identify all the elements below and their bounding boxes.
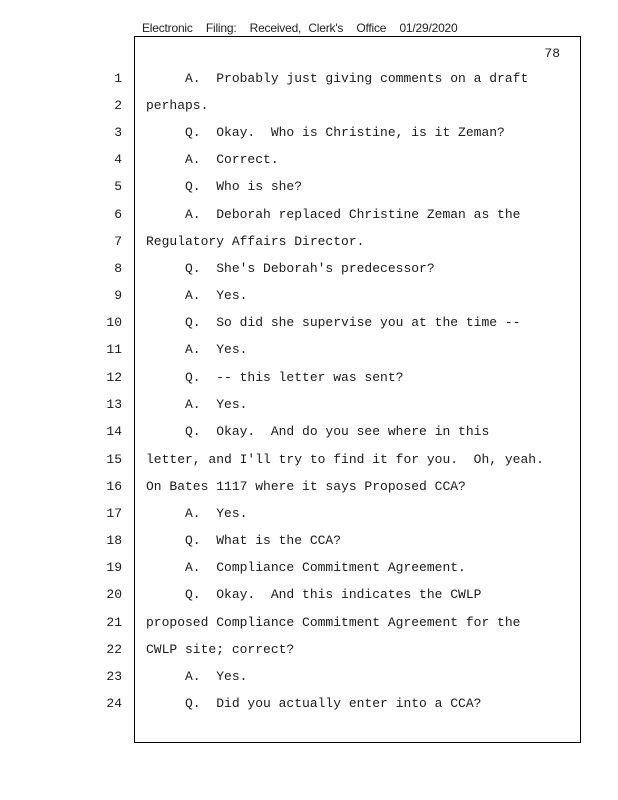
page-number: 78 [544, 46, 560, 61]
line-number: 14 [106, 424, 122, 439]
line-number: 20 [106, 587, 122, 602]
line-number: 16 [106, 479, 122, 494]
line-number: 19 [106, 560, 122, 575]
transcript-line [0, 205, 618, 225]
line-text: Q. What is the CCA? [146, 533, 342, 548]
transcript-line [0, 613, 618, 633]
line-number: 10 [106, 315, 122, 330]
line-text: proposed Compliance Commitment Agreement for the [146, 615, 521, 630]
line-number: 3 [114, 125, 122, 140]
filing-electronic: Electronic [142, 21, 193, 35]
line-text: Q. She's Deborah's predecessor? [146, 261, 435, 276]
transcript-line [0, 477, 618, 497]
line-number: 1 [114, 71, 122, 86]
line-text: Q. Okay. Who is Christine, is it Zeman? [146, 125, 505, 140]
transcript-line [0, 313, 618, 333]
line-number: 23 [106, 669, 122, 684]
line-text: Regulatory Affairs Director. [146, 234, 365, 249]
line-number: 5 [114, 179, 122, 194]
filing-office: Office [356, 21, 387, 35]
transcript-line [0, 585, 618, 605]
line-number: 24 [106, 696, 122, 711]
line-text: A. Yes. [146, 669, 248, 684]
line-number: 8 [114, 261, 122, 276]
line-text: A. Compliance Commitment Agreement. [146, 560, 466, 575]
transcript-line [0, 259, 618, 279]
line-text: Q. Okay. And this indicates the CWLP [146, 587, 482, 602]
line-text: A. Correct. [146, 152, 279, 167]
line-text: A. Probably just giving comments on a draft [146, 71, 529, 86]
line-text: Q. Who is she? [146, 179, 303, 194]
filing-clerks: Clerk's [308, 21, 344, 35]
line-number: 15 [106, 452, 122, 467]
filing-stamp [142, 21, 468, 35]
line-number: 12 [106, 370, 122, 385]
line-text: A. Yes. [146, 342, 248, 357]
transcript-line [0, 504, 618, 524]
line-number: 18 [106, 533, 122, 548]
transcript-line [0, 232, 618, 252]
line-text: A. Yes. [146, 506, 248, 521]
line-text: A. Deborah replaced Christine Zeman as the [146, 207, 521, 222]
line-text: Q. -- this letter was sent? [146, 370, 404, 385]
transcript-line [0, 69, 618, 89]
line-text: Q. Did you actually enter into a CCA? [146, 696, 482, 711]
line-text: A. Yes. [146, 288, 248, 303]
line-text: CWLP site; correct? [146, 642, 295, 657]
line-number: 21 [106, 615, 122, 630]
line-text: Q. Okay. And do you see where in this [146, 424, 490, 439]
transcript-line [0, 422, 618, 442]
line-number: 6 [114, 207, 122, 222]
line-text: letter, and I'll try to find it for you. Oh, yeah. [146, 452, 544, 467]
transcript-line [0, 368, 618, 388]
transcript-line [0, 640, 618, 660]
line-number: 4 [114, 152, 122, 167]
transcript-line [0, 340, 618, 360]
transcript-line [0, 96, 618, 116]
line-number: 7 [114, 234, 122, 249]
filing-date: 01/29/2020 [399, 21, 458, 35]
line-text: A. Yes. [146, 397, 248, 412]
transcript-line [0, 150, 618, 170]
transcript-line [0, 395, 618, 415]
filing-label: Filing: [205, 21, 237, 35]
transcript-line [0, 667, 618, 687]
transcript-line [0, 694, 618, 714]
transcript-line [0, 531, 618, 551]
transcript-line [0, 450, 618, 470]
line-number: 17 [106, 506, 122, 521]
transcript-line [0, 123, 618, 143]
line-number: 13 [106, 397, 122, 412]
line-number: 9 [114, 288, 122, 303]
transcript-line [0, 177, 618, 197]
line-text: Q. So did she supervise you at the time -- [146, 315, 521, 330]
line-number: 11 [106, 342, 122, 357]
line-number: 2 [114, 98, 122, 113]
line-number: 22 [106, 642, 122, 657]
transcript-line [0, 558, 618, 578]
transcript-line [0, 286, 618, 306]
filing-received: Received, [249, 21, 302, 35]
line-text: On Bates 1117 where it says Proposed CCA? [146, 479, 466, 494]
line-text: perhaps. [146, 98, 209, 113]
